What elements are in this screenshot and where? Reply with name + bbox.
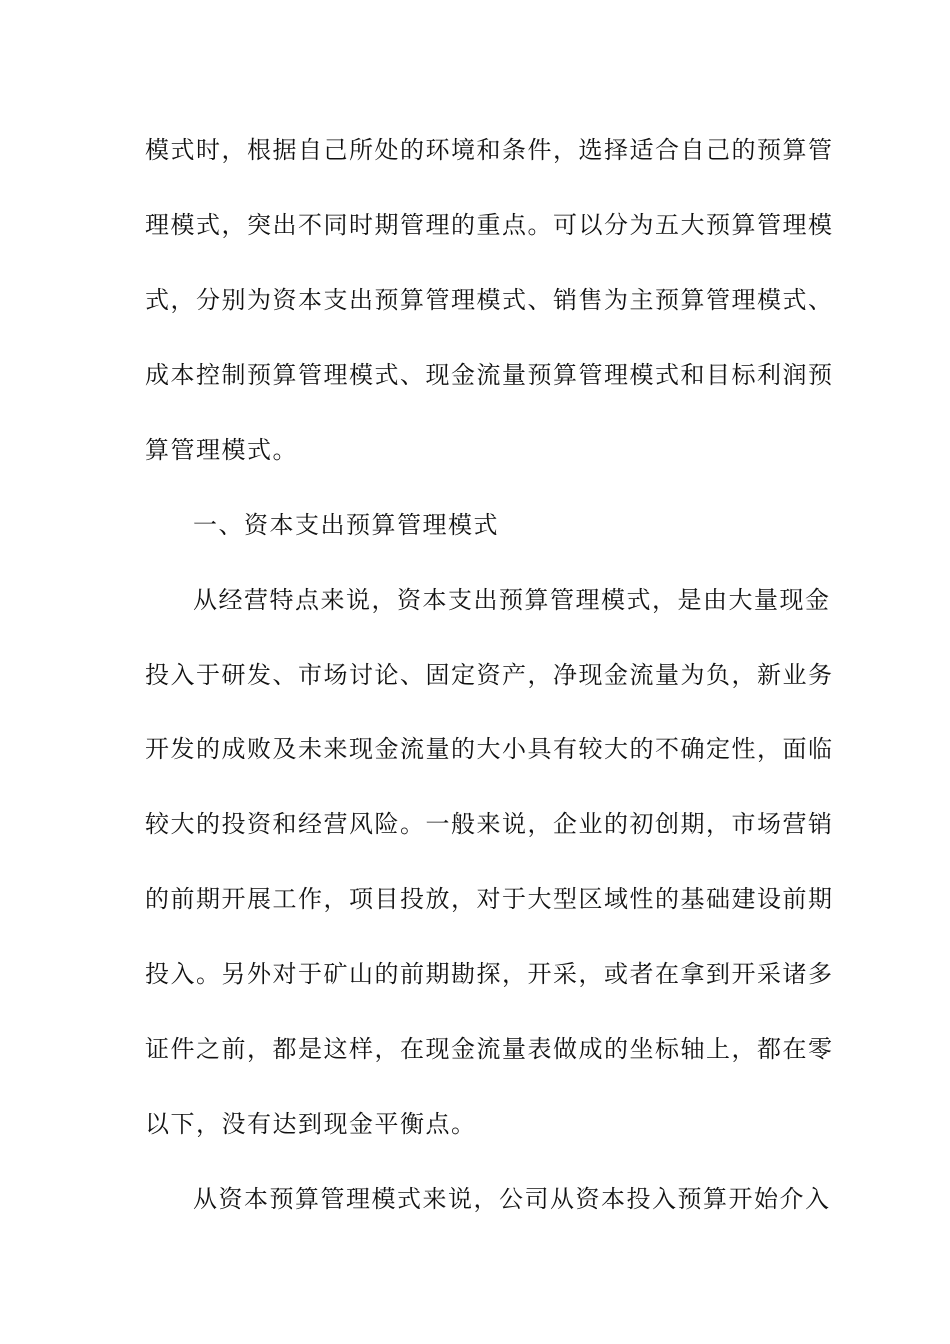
text-line: 从经营特点来说，资本支出预算管理模式，是由大量现金 (193, 586, 831, 614)
text-line: 投入。另外对于矿山的前期勘探，开采，或者在拿到开采诸多 (145, 960, 834, 988)
text-line: 证件之前，都是这样，在现金流量表做成的坐标轴上，都在零 (145, 1035, 834, 1063)
text-line: 的前期开展工作，项目投放，对于大型区域性的基础建设前期 (145, 885, 834, 913)
text-line: 较大的投资和经营风险。一般来说，企业的初创期，市场营销 (145, 810, 834, 838)
text-line: 算管理模式。 (145, 436, 298, 464)
text-line: 模式时，根据自己所处的环境和条件，选择适合自己的预算管 (145, 136, 834, 164)
text-line: 投入于研发、市场讨论、固定资产，净现金流量为负，新业务 (145, 661, 834, 689)
text-line: 成本控制预算管理模式、现金流量预算管理模式和目标利润预 (145, 361, 834, 389)
section-heading: 一、资本支出预算管理模式 (193, 511, 499, 539)
text-line: 开发的成败及未来现金流量的大小具有较大的不确定性，面临 (145, 735, 834, 763)
text-line: 以下，没有达到现金平衡点。 (145, 1110, 477, 1138)
text-line: 从资本预算管理模式来说，公司从资本投入预算开始介入 (193, 1185, 831, 1213)
text-line: 式，分别为资本支出预算管理模式、销售为主预算管理模式、 (145, 286, 834, 314)
text-line: 理模式，突出不同时期管理的重点。可以分为五大预算管理模 (145, 211, 834, 239)
